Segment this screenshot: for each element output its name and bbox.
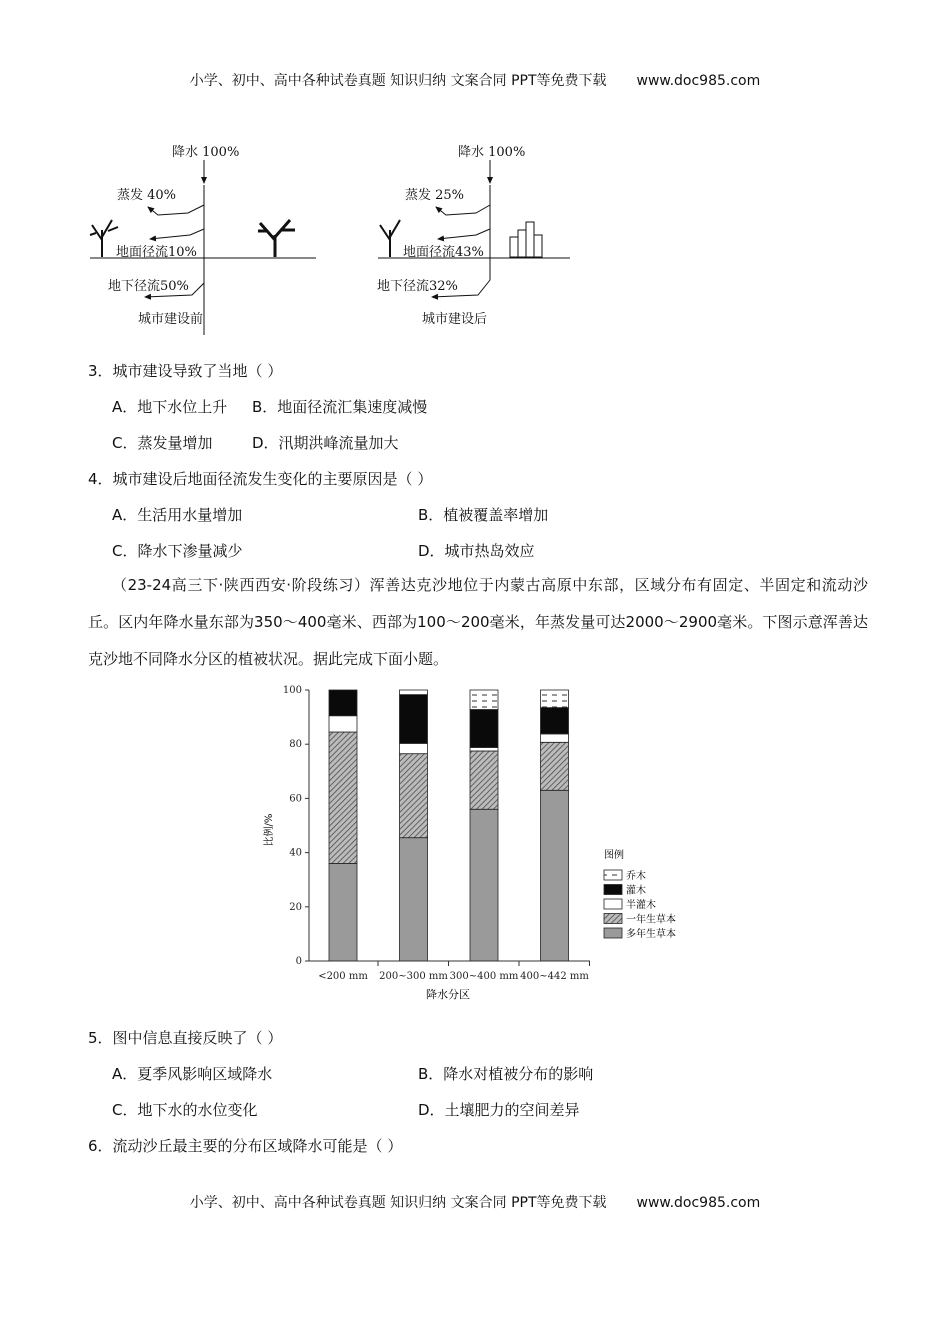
precip-label: 降水 100%	[458, 145, 526, 160]
header-url[interactable]: www.doc985.com	[636, 73, 761, 89]
header-text: 小学、初中、高中各种试卷真题 知识归纳 文案合同 PPT等免费下载	[189, 73, 607, 89]
q3-option-c[interactable]: C．蒸发量增加	[112, 434, 213, 452]
legend-swatch	[604, 870, 622, 880]
ground-runoff-label: 地下径流32%	[377, 279, 458, 294]
bar-segment-3	[541, 734, 569, 742]
legend-label: 乔木	[626, 871, 646, 882]
bar-segment-1	[470, 809, 498, 961]
question-5-stem: 5．图中信息直接反映了（ ）	[88, 1029, 283, 1047]
bar-segment-5	[400, 690, 428, 695]
q3-option-d[interactable]: D．汛期洪峰流量加大	[252, 434, 399, 452]
bar-segment-3	[329, 716, 357, 732]
question-6-stem: 6．流动沙丘最主要的分布区域降水可能是（ ）	[88, 1137, 403, 1155]
q5-option-a[interactable]: A．夏季风影响区域降水	[112, 1065, 273, 1083]
page-header	[0, 70, 950, 90]
bar-segment-5	[470, 690, 498, 710]
question-4-stem: 4．城市建设后地面径流发生变化的主要原因是（ ）	[88, 470, 433, 488]
x-tick-label: 200~300 mm	[379, 971, 448, 982]
y-tick-label: 60	[289, 793, 302, 805]
legend-title: 图例	[604, 850, 624, 861]
buildings-icon	[510, 222, 542, 257]
diagram-before	[90, 144, 316, 335]
q5-option-c[interactable]: C．地下水的水位变化	[112, 1101, 258, 1119]
bar-segment-4	[400, 695, 428, 744]
ground-runoff-label: 地下径流50%	[108, 279, 189, 294]
legend-swatch	[604, 885, 622, 895]
bar-segment-1	[400, 838, 428, 961]
precip-label: 降水 100%	[172, 145, 240, 160]
bar-segment-5	[541, 690, 569, 708]
x-tick-label: <200 mm	[318, 971, 368, 982]
bar-segment-2	[400, 754, 428, 838]
y-tick-label: 20	[289, 901, 302, 913]
bar-segment-3	[470, 747, 498, 751]
bar-segment-2	[470, 751, 498, 809]
tree-icon	[380, 220, 400, 257]
evap-label: 蒸发 25%	[405, 188, 465, 203]
q3-option-a[interactable]: A．地下水位上升	[112, 398, 228, 416]
vegetation-chart	[260, 680, 700, 1005]
q3-option-b[interactable]: B．地面径流汇集速度减慢	[252, 398, 428, 416]
bar-segment-4	[329, 690, 357, 716]
legend-swatch	[604, 928, 622, 938]
x-tick-label: 400~442 mm	[520, 971, 589, 982]
q4-option-d[interactable]: D．城市热岛效应	[418, 542, 535, 560]
evap-label: 蒸发 40%	[117, 188, 177, 203]
question-3-stem: 3．城市建设导致了当地（ ）	[88, 362, 283, 380]
bar-segment-3	[400, 743, 428, 753]
legend-label: 一年生草本	[626, 914, 676, 926]
diagram-caption: 城市建设前	[138, 312, 204, 327]
diagram-caption: 城市建设后	[422, 312, 488, 327]
legend-swatch	[604, 899, 622, 909]
legend-label: 灌木	[626, 885, 646, 897]
surface-runoff-label: 地面径流43%	[403, 245, 484, 260]
tree-icon	[90, 220, 118, 257]
q5-option-d[interactable]: D．土壤肥力的空间差异	[418, 1101, 580, 1119]
legend-swatch	[604, 914, 622, 924]
reading-passage: （23-24高三下·陕西西安·阶段练习）浑善达克沙地位于内蒙古高原中东部，区域分布有固定、半固定和流动沙丘。区内年降水量东部为350～400毫米、西部为100～200毫米，年蒸发量可达2000～2900毫米。下图示意浑善达克沙地不同降水分区的植被状况。据此完成下面小题。	[88, 576, 868, 668]
footer-text: 小学、初中、高中各种试卷真题 知识归纳 文案合同 PPT等免费下载	[189, 1195, 607, 1211]
bar-segment-4	[541, 708, 569, 734]
y-tick-label: 100	[282, 685, 302, 696]
y-tick-label: 40	[289, 847, 302, 859]
legend-label: 多年生草本	[626, 929, 676, 940]
hydrology-diagram	[80, 135, 600, 335]
bar-segment-1	[329, 863, 357, 961]
footer-url[interactable]: www.doc985.com	[636, 1195, 761, 1211]
x-axis-label: 降水分区	[426, 988, 470, 1001]
surface-runoff-label: 地面径流10%	[116, 245, 197, 260]
q4-option-b[interactable]: B．植被覆盖率增加	[418, 506, 549, 524]
x-tick-label: 300~400 mm	[449, 971, 519, 982]
q5-option-b[interactable]: B．降水对植被分布的影响	[418, 1065, 594, 1083]
y-tick-label: 0	[295, 956, 302, 967]
q4-option-a[interactable]: A．生活用水量增加	[112, 506, 243, 524]
bar-segment-2	[329, 732, 357, 863]
y-tick-label: 80	[289, 739, 302, 751]
page-footer	[0, 1192, 950, 1212]
q4-option-c[interactable]: C．降水下渗量减少	[112, 542, 243, 560]
tree-icon	[258, 220, 295, 257]
bar-segment-1	[541, 790, 569, 961]
bar-segment-4	[470, 710, 498, 748]
legend-label: 半灌木	[626, 900, 656, 911]
bar-segment-2	[541, 742, 569, 790]
diagram-after	[377, 144, 570, 327]
y-axis-label: 比例/%	[264, 813, 275, 847]
